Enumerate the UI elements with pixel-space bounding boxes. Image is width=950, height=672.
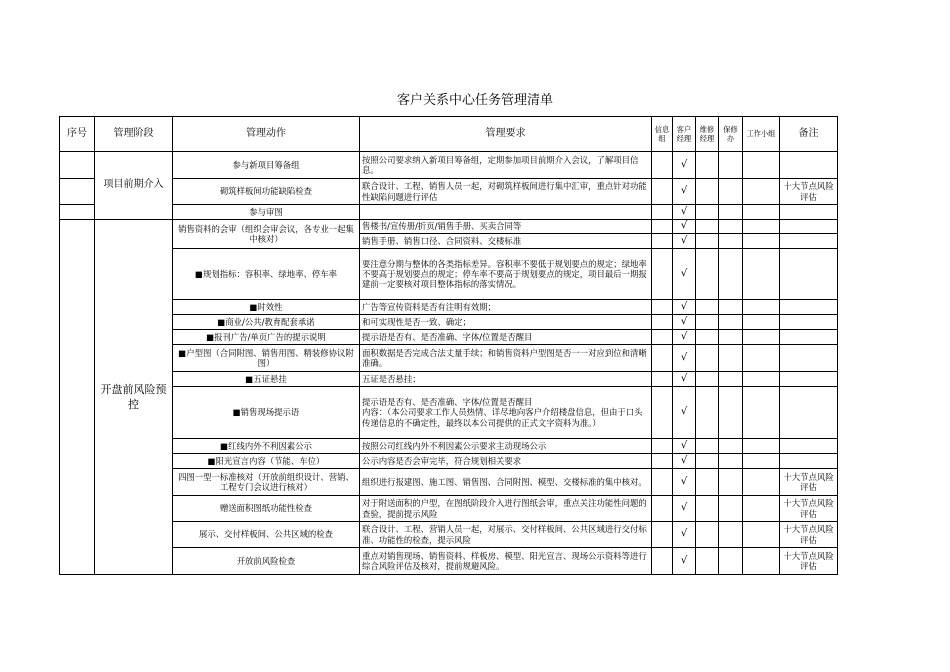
header-seq: 序号 (60, 117, 95, 152)
maintenance-cell (696, 249, 719, 300)
maintenance-cell (696, 439, 719, 454)
customer-manager-check: √ (673, 345, 696, 372)
work-group-cell (743, 315, 780, 330)
customer-manager-check: √ (673, 496, 696, 522)
customer-manager-check: √ (673, 439, 696, 454)
info-group-cell (652, 372, 673, 387)
info-group-cell (652, 496, 673, 522)
maintenance-cell (696, 548, 719, 575)
customer-manager-check: √ (673, 548, 696, 575)
info-group-cell (652, 315, 673, 330)
maintenance-cell (696, 372, 719, 387)
remark-cell: 十大节点风险评估 (780, 469, 838, 496)
maintenance-cell (696, 345, 719, 372)
task-table (59, 116, 838, 575)
info-group-cell (652, 522, 673, 548)
stage-cell-pre-open: 开盘前风险预控 (95, 220, 173, 575)
requirement-cell: 按照公司要求纳入新项目筹备组，定期参加项目前期介入会议，了解项目信息。 (360, 152, 652, 179)
seq-cell (60, 205, 95, 220)
customer-manager-check: √ (673, 220, 696, 234)
action-cell: ■红线内外不利因素公示 (173, 439, 360, 454)
table-row (60, 315, 838, 330)
remark-cell (780, 345, 838, 372)
remark-cell (780, 387, 838, 439)
work-group-cell (743, 454, 780, 469)
warranty-cell (719, 152, 743, 179)
work-group-cell (743, 522, 780, 548)
info-group-cell (652, 152, 673, 179)
work-group-cell (743, 387, 780, 439)
action-cell: ■户型图（合同附图、销售用图、精装修协议附图） (173, 345, 360, 372)
remark-cell (780, 152, 838, 179)
customer-manager-check: √ (673, 454, 696, 469)
maintenance-cell (696, 522, 719, 548)
work-group-cell (743, 152, 780, 179)
remark-cell (780, 300, 838, 315)
work-group-cell (743, 469, 780, 496)
requirement-cell: 广告等宣传资料是否有注明有效期； (360, 300, 652, 315)
maintenance-cell (696, 234, 719, 249)
info-group-cell (652, 548, 673, 575)
maintenance-cell (696, 300, 719, 315)
table-row (60, 330, 838, 345)
table-row (60, 249, 838, 300)
requirement-cell: 公示内容是否会审完毕，符合规划相关要求 (360, 454, 652, 469)
remark-cell: 十大节点风险评估 (780, 548, 838, 575)
customer-manager-check: √ (673, 387, 696, 439)
info-group-cell (652, 469, 673, 496)
table-row (60, 152, 838, 179)
work-group-cell (743, 439, 780, 454)
work-group-cell (743, 220, 780, 234)
warranty-cell (719, 439, 743, 454)
action-cell: 展示、交付样板间、公共区域的检查 (173, 522, 360, 548)
action-cell: 开放前风险检查 (173, 548, 360, 575)
work-group-cell (743, 345, 780, 372)
customer-manager-check: √ (673, 469, 696, 496)
header-maintenance-manager: 维修经理 (696, 117, 719, 152)
requirement-cell: 面积数据是否完成合法丈量手续；和销售资料户型图是否一一对应到位和清晰准确。 (360, 345, 652, 372)
work-group-cell (743, 548, 780, 575)
requirement-cell: 组织进行报建图、施工图、销售图、合同附图、模型、交楼标准的集中核对。 (360, 469, 652, 496)
info-group-cell (652, 205, 673, 220)
work-group-cell (743, 496, 780, 522)
table-row (60, 205, 838, 220)
remark-cell (780, 315, 838, 330)
info-group-cell (652, 330, 673, 345)
remark-cell (780, 372, 838, 387)
action-cell: ■报刊广告/单页广告的提示说明 (173, 330, 360, 345)
table-row (60, 469, 838, 496)
warranty-cell (719, 372, 743, 387)
header-requirement: 管理要求 (360, 117, 652, 152)
maintenance-cell (696, 469, 719, 496)
requirement-cell: 销售手册、销售口径、合同资料、交楼标准 (360, 234, 652, 249)
customer-manager-check: √ (673, 315, 696, 330)
info-group-cell (652, 454, 673, 469)
info-group-cell (652, 300, 673, 315)
maintenance-cell (696, 179, 719, 205)
action-cell: ■五证悬挂 (173, 372, 360, 387)
requirement-line: 提示语是否有、是否准确、字体/位置是否醒目 (362, 397, 533, 408)
warranty-cell (719, 548, 743, 575)
table-row (60, 372, 838, 387)
maintenance-cell (696, 152, 719, 179)
action-cell: 四图一型一标准核对（开放前组织设计、营销、工程专门会议进行核对） (173, 469, 360, 496)
maintenance-cell (696, 387, 719, 439)
action-cell: ■规划指标：容积率、绿地率、停车率 (173, 249, 360, 300)
table-row (60, 454, 838, 469)
maintenance-cell (696, 496, 719, 522)
remark-cell: 十大节点风险评估 (780, 179, 838, 205)
action-cell: ■商业/公共/教育配套承诺 (173, 315, 360, 330)
info-group-cell (652, 220, 673, 234)
requirement-cell: 要注意分期与整体的各类指标差异。容积率不要低于规划要点的规定；绿地率不要高于规划要点的规定；停车率不要高于规划要点的规定，项目最后一期报建前一定要核对项目整体指标的落实情况。 (360, 249, 652, 300)
work-group-cell (743, 330, 780, 345)
requirement-cell: 售楼书/宣传册/折页/销售手册、买卖合同等 (360, 220, 652, 234)
action-cell: 参与审图 (173, 205, 360, 220)
action-cell: ■阳光宣言内容（节能、车位） (173, 454, 360, 469)
warranty-cell (719, 454, 743, 469)
header-customer-manager: 客户经理 (673, 117, 696, 152)
customer-manager-check: √ (673, 234, 696, 249)
warranty-cell (719, 205, 743, 220)
remark-cell: 十大节点风险评估 (780, 496, 838, 522)
warranty-cell (719, 345, 743, 372)
customer-manager-check: √ (673, 372, 696, 387)
warranty-cell (719, 469, 743, 496)
requirement-cell: 和可实现性是否一致、确定； (360, 315, 652, 330)
customer-manager-check: √ (673, 300, 696, 315)
header-remark: 备注 (780, 117, 838, 152)
customer-manager-check: √ (673, 205, 696, 220)
warranty-cell (719, 387, 743, 439)
warranty-cell (719, 315, 743, 330)
header-row (60, 117, 838, 152)
stage-cell-pre-project: 项目前期介入 (95, 152, 173, 220)
requirement-cell: 五证是否悬挂； (360, 372, 652, 387)
work-group-cell (743, 179, 780, 205)
remark-cell (780, 234, 838, 249)
work-group-cell (743, 205, 780, 220)
action-cell: 砌筑样板间功能缺陷检查 (173, 179, 360, 205)
remark-cell (780, 454, 838, 469)
header-stage: 管理阶段 (95, 117, 173, 152)
seq-cell (60, 220, 95, 575)
requirement-cell (360, 387, 652, 439)
table-row (60, 439, 838, 454)
warranty-cell (719, 179, 743, 205)
info-group-cell (652, 345, 673, 372)
table-row (60, 179, 838, 205)
work-group-cell (743, 234, 780, 249)
seq-cell (60, 179, 95, 205)
warranty-cell (719, 300, 743, 315)
info-group-cell (652, 387, 673, 439)
requirement-note: 内容：（本公司要求工作人员热情、详尽地向客户介绍楼盘信息，但由于口头传递信息的不确定性，最终以本公司提供的正式文字资料为准。） (362, 407, 643, 428)
remark-cell (780, 249, 838, 300)
customer-manager-check: √ (673, 249, 696, 300)
warranty-cell (719, 496, 743, 522)
header-warranty-office: 保修办 (719, 117, 743, 152)
maintenance-cell (696, 454, 719, 469)
customer-manager-check: √ (673, 330, 696, 345)
warranty-cell (719, 330, 743, 345)
action-cell: ■销售现场提示语 (173, 387, 360, 439)
maintenance-cell (696, 315, 719, 330)
maintenance-cell (696, 330, 719, 345)
action-cell: ■时效性 (173, 300, 360, 315)
table-row (60, 345, 838, 372)
info-group-cell (652, 234, 673, 249)
action-cell: 赠送面积图纸功能性检查 (173, 496, 360, 522)
work-group-cell (743, 372, 780, 387)
remark-cell (780, 439, 838, 454)
warranty-cell (719, 234, 743, 249)
document-title: 客户关系中心任务管理清单 (396, 93, 553, 108)
table-row (60, 496, 838, 522)
customer-manager-check: √ (673, 152, 696, 179)
requirement-cell: 按照公司红线内外不利因素公示要求主动现场公示 (360, 439, 652, 454)
warranty-cell (719, 522, 743, 548)
remark-cell (780, 330, 838, 345)
header-work-group: 工作小组 (743, 117, 780, 152)
table-row (60, 522, 838, 548)
table-row (60, 548, 838, 575)
maintenance-cell (696, 220, 719, 234)
requirement-cell: 对于附送面积的户型，在图纸阶段介入进行图纸会审，重点关注功能性问题的查验，提前提示风险 (360, 496, 652, 522)
remark-cell (780, 205, 838, 220)
table-row (60, 387, 838, 439)
info-group-cell (652, 439, 673, 454)
customer-manager-check: √ (673, 179, 696, 205)
remark-cell: 十大节点风险评估 (780, 522, 838, 548)
header-action: 管理动作 (173, 117, 360, 152)
table-row (60, 220, 838, 234)
warranty-cell (719, 220, 743, 234)
action-cell: 销售资料的会审（组织会审会议，各专业一起集中核对） (173, 220, 360, 249)
header-info-group: 信息组 (652, 117, 673, 152)
remark-cell (780, 220, 838, 234)
requirement-cell: 重点对销售现场、销售资料、样板房、模型、阳光宣言、现场公示资料等进行综合风险评估及核对，提前规避风险。 (360, 548, 652, 575)
seq-cell (60, 152, 95, 179)
maintenance-cell (696, 205, 719, 220)
action-cell: 参与新项目筹备组 (173, 152, 360, 179)
work-group-cell (743, 249, 780, 300)
info-group-cell (652, 249, 673, 300)
requirement-cell: 提示语是否有、是否准确、字体/位置是否醒目 (360, 330, 652, 345)
work-group-cell (743, 300, 780, 315)
customer-manager-check: √ (673, 522, 696, 548)
info-group-cell (652, 179, 673, 205)
warranty-cell (719, 249, 743, 300)
requirement-cell (360, 205, 652, 220)
table-row (60, 300, 838, 315)
requirement-cell: 联合设计、工程、营销人员一起，对展示、交付样板间、公共区域进行交付标准、功能性的检查，提示风险 (360, 522, 652, 548)
requirement-cell: 联合设计、工程、销售人员一起，对砌筑样板间进行集中汇审，重点针对功能性缺陷问题进行评估 (360, 179, 652, 205)
